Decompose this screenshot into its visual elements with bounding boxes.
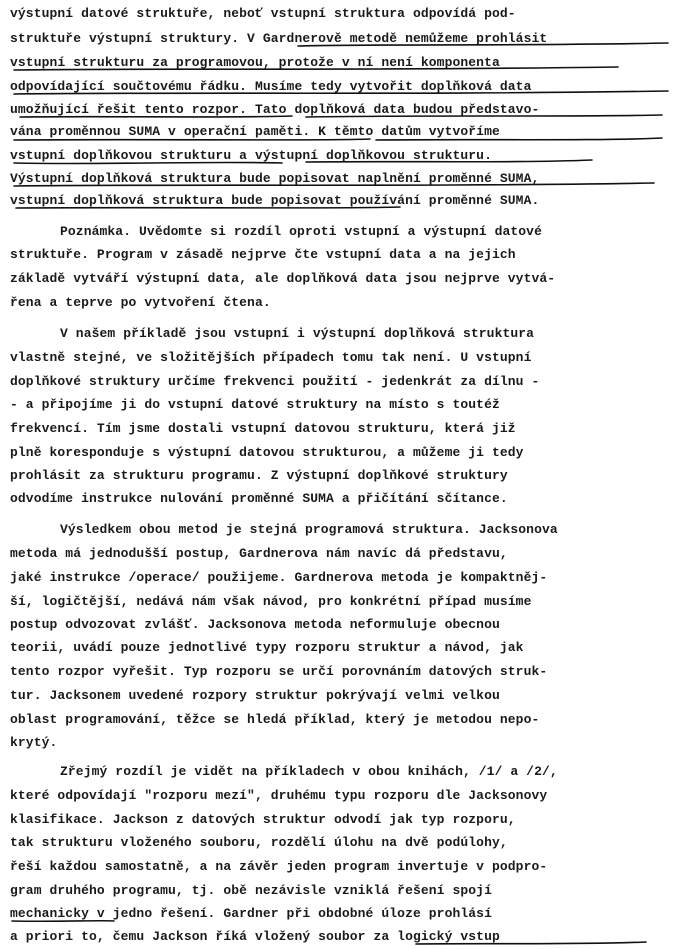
p1-line-1: Poznámka. Uvědomte si rozdíl oproti vstupní a výstupní datové [60, 224, 542, 239]
p2-line-1: V našem příkladě jsou vstupní i výstupní doplňková struktura [60, 326, 535, 341]
p0-line-5: umožňující řešit tento rozpor. Tato doplňková data budou představo- [10, 102, 540, 117]
p0-line-6: vána proměnnou SUMA v operační paměti. K těmto datům vytvoříme [10, 124, 500, 139]
p0-line-1: výstupní datové struktuře, neboť vstupní struktura odpovídá pod- [10, 6, 516, 21]
p0-line-8: Výstupní doplňková struktura bude popisovat naplnění proměnné SUMA, [10, 171, 540, 186]
p3-line-4: ší, logičtější, nedává nám však návod, pro konkrétní případ musíme [10, 594, 532, 609]
p1-line-4: řena a teprve po vytvoření čtena. [10, 295, 271, 310]
p4-line-7: mechanicky v jedno řešení. Gardner při obdobné úloze prohlásí [10, 906, 492, 921]
p4-line-6: gram druhého programu, tj. obě nezávisle vzniklá řešení spojí [10, 883, 492, 898]
p2-line-5: frekvencí. Tím jsme dostali vstupní datovou strukturu, která již [10, 421, 516, 436]
p3-line-5: postup odvozovat zvlášť. Jacksonova metoda neformuluje obecnou [10, 617, 500, 632]
p2-line-7: prohlásit za strukturu programu. Z výstupní doplňkové struktury [10, 468, 508, 483]
p4-line-1: Zřejmý rozdíl je vidět na příkladech v obou knihách, /1/ a /2/, [60, 764, 558, 779]
p2-line-6: plně koresponduje s výstupní datovou strukturou, a můžeme ji tedy [10, 445, 524, 460]
p0-line-7: vstupní doplňkovou strukturu a výstupní doplňkovou strukturu. [10, 148, 492, 163]
p3-line-2: metoda má jednodušší postup, Gardnerova nám navíc dá představu, [10, 546, 508, 561]
p3-line-1: Výsledkem obou metod je stejná programová struktura. Jacksonova [60, 522, 558, 537]
p3-line-8: tur. Jacksonem uvedené rozpory struktur pokrývají velmi velkou [10, 688, 500, 703]
p3-line-9: oblast programování, těžce se hledá příklad, který je metodou nepo- [10, 712, 540, 727]
p3-line-10: krytý. [10, 735, 58, 750]
p4-line-3: klasifikace. Jackson z datových struktur odvodí jak typ rozporu, [10, 812, 516, 827]
p0-line-9: vstupní doplňková struktura bude popisovat používání proměnné SUMA. [10, 193, 540, 208]
p0-line-2: struktuře výstupní struktury. V Gardnerově metodě nemůžeme prohlásit [10, 31, 548, 46]
p3-line-6: teorii, uvádí pouze jednotlivé typy rozporu struktur a návod, jak [10, 640, 524, 655]
p4-line-8: a priori to, čemu Jackson říká vložený soubor za logický vstup [10, 929, 500, 944]
p4-line-2: které odpovídají "rozporu mezí", druhému typu rozporu dle Jacksonovy [10, 788, 548, 803]
p1-line-3: základě vytváří výstupní data, ale doplňková data jsou nejprve vytvá- [10, 271, 556, 286]
p1-line-2: struktuře. Program v zásadě nejprve čte vstupní data a na jejich [10, 247, 516, 262]
p2-line-2: vlastně stejné, ve složitějších případech tomu tak není. U vstupní [10, 350, 532, 365]
p0-line-4: odpovídající součtovému řádku. Musíme tedy vytvořit doplňková data [10, 79, 532, 94]
p0-line-3: vstupní strukturu za programovou, protože v ní není komponenta [10, 55, 500, 70]
p4-line-5: řeší každou samostatně, a na závěr jeden program invertuje v podpro- [10, 859, 548, 874]
p4-line-4: tak strukturu vloženého souboru, rozdělí úlohu na dvě podúlohy, [10, 835, 508, 850]
p2-line-8: odvodíme instrukce nulování proměnné SUMA a přičítání sčítance. [10, 491, 508, 506]
p3-line-3: jaké instrukce /operace/ použijeme. Gardnerova metoda je kompaktněj- [10, 570, 548, 585]
p3-line-7: tento rozpor vyřešit. Typ rozporu se určí porovnáním datových struk- [10, 664, 548, 679]
p2-line-3: doplňkové struktury určíme frekvenci použití - jedenkrát za dílnu - [10, 374, 540, 389]
p2-line-4: - a připojíme ji do vstupní datové struktury na místo s toutéž [10, 397, 500, 412]
